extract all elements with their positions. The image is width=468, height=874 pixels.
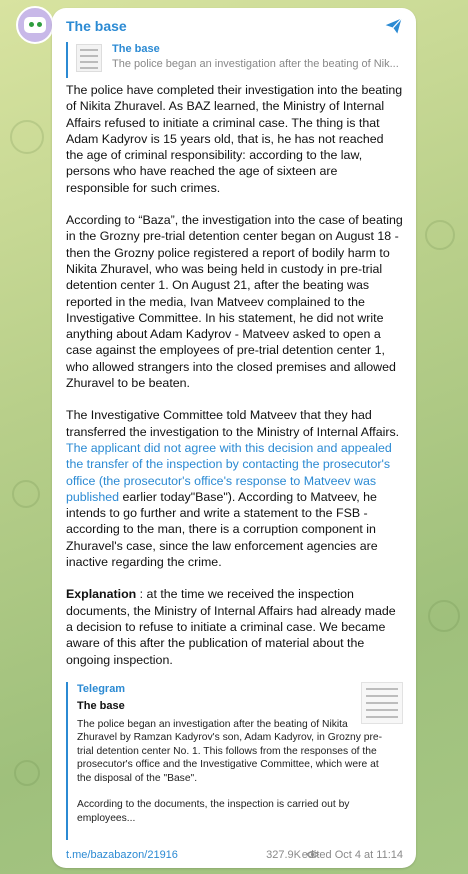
share-arrow-icon[interactable]: [383, 16, 405, 36]
preview-title: The base: [77, 699, 125, 712]
background-doodle: [428, 600, 460, 632]
post-link[interactable]: t.me/bazabazon/21916: [66, 848, 178, 861]
message-footer: [66, 843, 403, 867]
background-doodle: [425, 220, 455, 250]
paragraph-text: earlier today"Base"). According to Matveev, he intends to go further and write a statement to the FSB - according to the man, there is a corruption component in Zhuravel's case, since the law enforcement agencies are inactive regarding the crime.: [66, 489, 378, 570]
avatar-eye: [29, 22, 34, 27]
paragraph: [66, 407, 403, 570]
edited-timestamp: edited Oct 4 at 11:14: [301, 848, 403, 861]
paragraph: The police have completed their investigation into the beating of Nikita Zhuravel. As BAZ learned, the Ministry of Internal Affairs refused to initiate a criminal case. The thing is that Adam Kadyrov is 15 years old, that is, he has not reached the age of criminal responsibility: according to the law, persons who have reached the age of sixteen are responsible for such crimes.: [66, 83, 403, 195]
message-bubble: [52, 8, 416, 868]
paragraph-text: : at the time we received the inspection documents, the Ministry of Internal Affairs had already made a decision to refuse to initiate a criminal case. We became aware of this after the publication of material about the ongoing inspection.: [66, 587, 396, 667]
preview-description: [77, 718, 387, 826]
background-doodle: [10, 120, 44, 154]
reply-title: The base: [112, 43, 160, 55]
paragraph: [66, 586, 403, 667]
reply-text: The police began an investigation after the beating of Nik...: [112, 58, 399, 70]
link-preview[interactable]: [66, 682, 403, 840]
reply-quote[interactable]: [66, 42, 403, 78]
channel-avatar[interactable]: [16, 6, 54, 44]
avatar-image: [24, 17, 46, 33]
background-doodle: [12, 480, 40, 508]
prosecutor-response-link[interactable]: The applicant did not agree with this decision and appealed the transfer of the inspection by contacting the prosecutor's office (the prosecutor's office's response to Matveev was published: [66, 440, 392, 504]
preview-site-name: Telegram: [77, 682, 126, 695]
channel-name[interactable]: The base: [66, 18, 127, 34]
background-doodle: [14, 760, 40, 786]
paragraph-text: The Investigative Committee told Matveev that they had transferred the investigation to the Ministry of Internal Affairs.: [66, 408, 400, 439]
preview-paragraph: According to the documents, the inspection is carried out by employees...: [77, 799, 350, 824]
preview-paragraph: The police began an investigation after the beating of Nikita Zhuravel by Ramzan Kadyrov's son, Adam Kadyrov, in Grozny pre-trial detention center No. 1. This follows from the responses of the prosecutor's office and the Investigative Committee, which were at the disposal of the "Base".: [77, 718, 383, 784]
message-text: [66, 82, 403, 668]
avatar-eye: [37, 22, 42, 27]
explanation-label: Explanation: [66, 587, 137, 602]
preview-thumbnail: [361, 682, 403, 724]
view-count: 327.9K: [266, 848, 301, 861]
message-header: [66, 16, 403, 38]
paragraph: According to “Baza”, the investigation into the case of beating in the Grozny pre-trial detention center began on August 18 - then the Grozny police registered a report of bodily harm to Nikita Zhuravel, who was being held in custody in pre-trial detention center 1. On August 21, after the beating was reported in the media, Ivan Matveev complained to the Investigative Committee. In his statement, he did not write anything about Adam Kadyrov - Matveev asked to open a case against the employees of pre-trial detention center 1, who allowed strangers into the closed premises and allowed Zhuravel to be beaten.: [66, 213, 403, 391]
reply-thumbnail: [76, 44, 102, 72]
